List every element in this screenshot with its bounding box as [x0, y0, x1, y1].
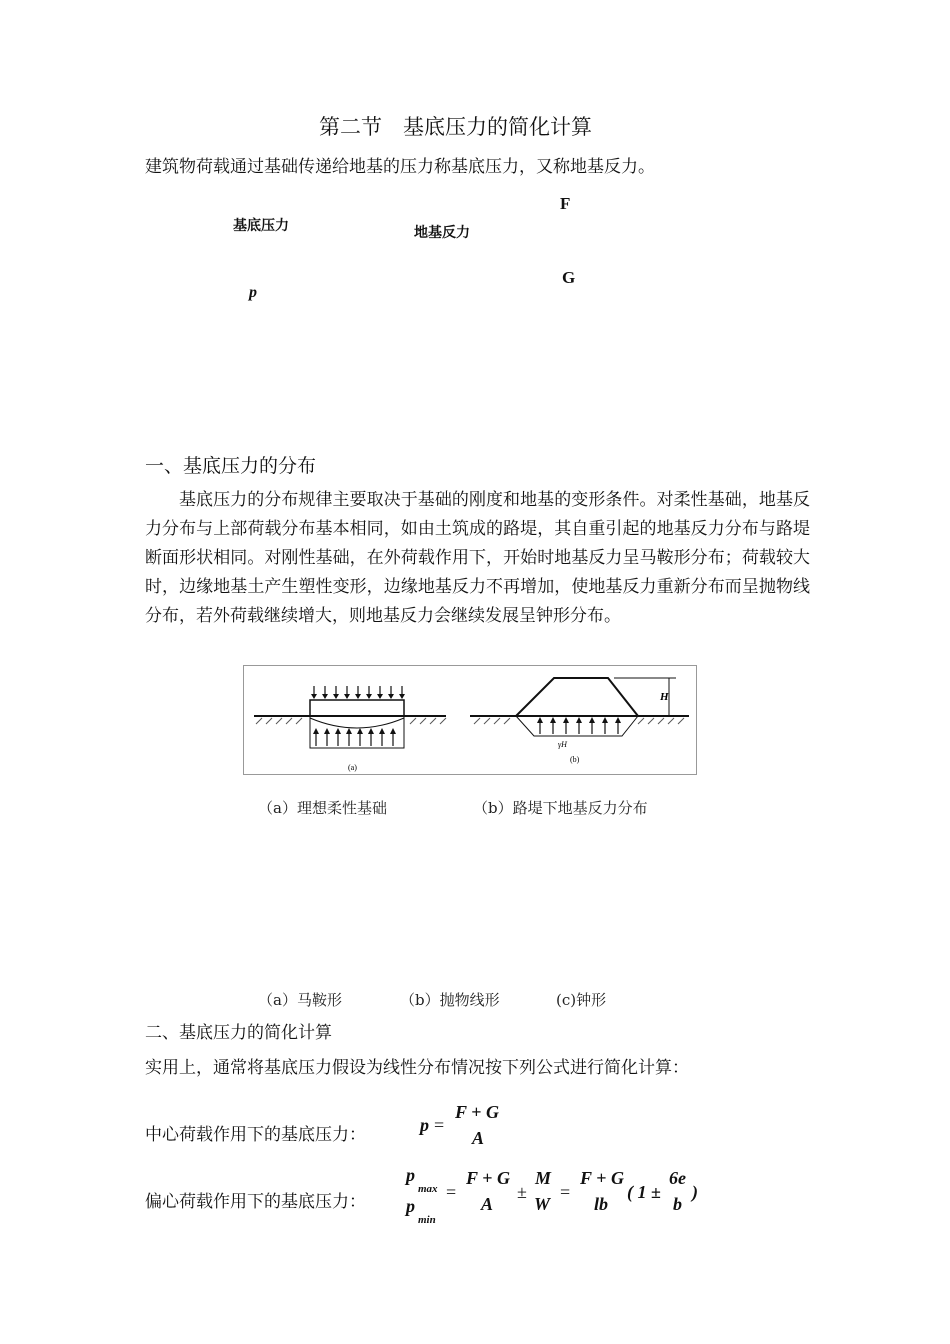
formula1-numerator: F + G [455, 1102, 499, 1122]
label-p: p [249, 284, 257, 301]
section1-heading: 一、基底压力的分布 [145, 455, 317, 477]
label-gamma-H: γH [558, 740, 567, 749]
caption-parabola: （b）抛物线形 [400, 991, 500, 1009]
label-base-pressure: 基底压力 [233, 218, 289, 234]
intro-text: 建筑物荷载通过基础传递给地基的压力称基底压力，又称地基反力。 [145, 157, 655, 177]
label-F: F [560, 194, 571, 213]
caption-bell: (c)钟形 [556, 991, 607, 1009]
formula2-num2: M [535, 1168, 552, 1188]
formula2-den3: lb [594, 1194, 609, 1214]
label-G: G [562, 268, 576, 287]
formula2-den4: b [673, 1194, 682, 1214]
caption-embankment: （b）路堤下地基反力分布 [473, 799, 648, 817]
formula2-open: ( 1 ± [627, 1182, 661, 1202]
figure-drawing [244, 666, 696, 774]
formula1-label: 中心荷载作用下的基底压力： [145, 1125, 366, 1145]
section2-heading: 二、基底压力的简化计算 [145, 1023, 332, 1043]
figure-flexible-foundation [243, 665, 697, 775]
formula2-num1: F + G [466, 1168, 510, 1188]
section1-paragraph: 基底压力的分布规律主要取决于基础的刚度和地基的变形条件。对柔性基础，地基反力分布与上部荷载分布基本相同，如由土筑成的路堤，其自重引起的地基反力分布与路堤断面形状相同。对刚性基础，在外荷载作用下，开始时地基反力呈马鞍形分布；荷载较大时，边缘地基土产生塑性变形，边缘地基反力不再增加，使地基反力重新分布而呈抛物线分布，若外荷载继续增大，则地基反力会继续发展呈钟形分布。 [145, 490, 810, 626]
formula2-pm: ± [517, 1182, 527, 1202]
formula2-label: 偏心荷载作用下的基底压力： [145, 1192, 366, 1212]
caption-saddle: （a）马鞍形 [258, 991, 342, 1009]
formula2-eq2: = [560, 1182, 571, 1202]
caption-flexible: （a）理想柔性基础 [258, 799, 387, 817]
formula1-denominator: A [472, 1128, 485, 1148]
formula1-eq: = [434, 1115, 445, 1135]
label-H: H [660, 691, 669, 703]
inner-label-b: (b) [570, 755, 580, 764]
section2-text: 实用上，通常将基底压力假设为线性分布情况按下列公式进行简化计算： [145, 1058, 689, 1078]
inner-label-a: (a) [348, 763, 357, 772]
formula2-den2: W [534, 1194, 551, 1214]
formula2-close: ) [692, 1182, 698, 1202]
formula2-eq1: = [446, 1182, 457, 1202]
label-foundation-reaction: 地基反力 [414, 225, 470, 241]
formula2-p-max: p [406, 1165, 415, 1185]
formula2-p-min: p [406, 1196, 415, 1216]
page-title: 第二节 基底压力的简化计算 [319, 115, 592, 139]
formula2-den1: A [481, 1194, 494, 1214]
formula2-num3: F + G [580, 1168, 624, 1188]
formula2-num4: 6e [669, 1168, 686, 1188]
formula1-lhs: p [420, 1115, 429, 1135]
formula2-sub-min: min [418, 1214, 436, 1226]
formula2-sub-max: max [418, 1183, 438, 1195]
